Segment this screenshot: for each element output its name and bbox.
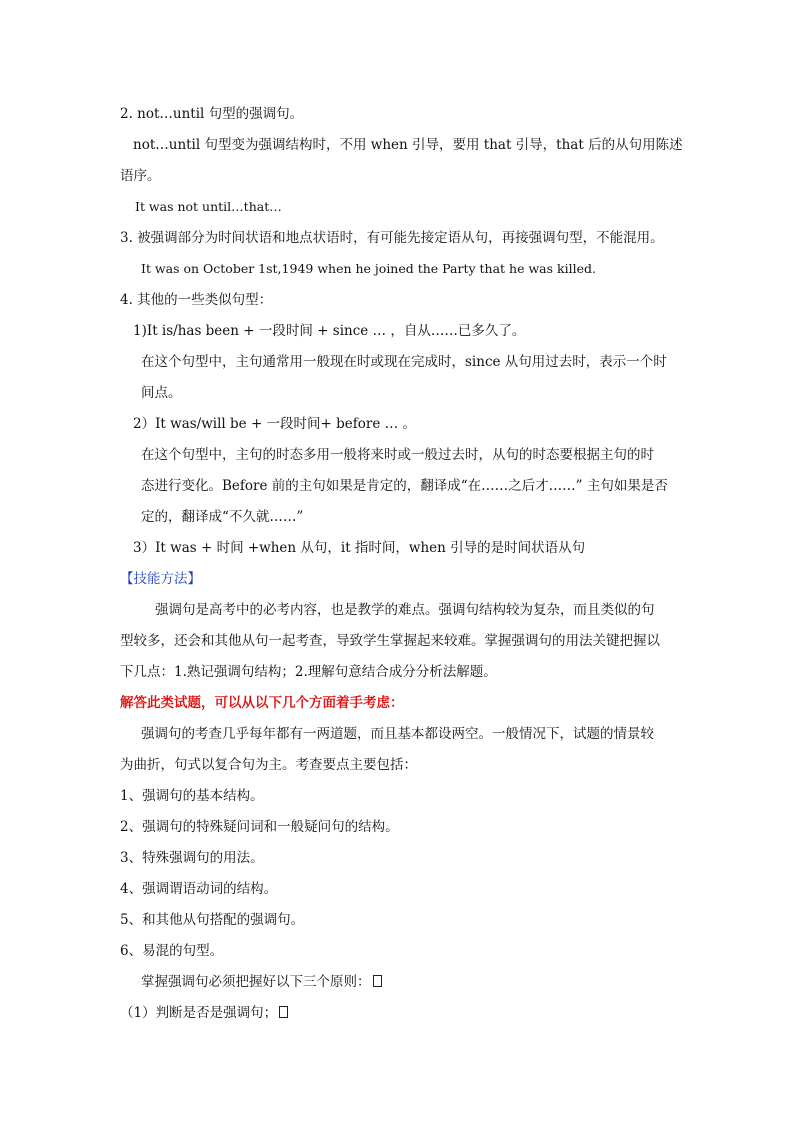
list-item <box>120 1003 288 1023</box>
paragraph-line <box>141 972 382 992</box>
paragraph-line: 定的，翻译成“不久就……” <box>141 509 304 525</box>
paragraph-line: 型较多，还会和其他从句一起考查，导致学生掌握起来较难。掌握强调句的用法关键把握以 <box>120 633 660 649</box>
judge-text: （1）判断是否是强调句； <box>120 1005 278 1021</box>
list-item: 3）It was + 时间 +when 从句，it 指时间，when 引导的是时间状语从句 <box>133 540 586 556</box>
section-heading-similar: 4. 其他的一些类似句型： <box>120 292 273 308</box>
paragraph-line: 语序。 <box>120 168 161 184</box>
principles-text: 掌握强调句必须把握好以下三个原则： <box>141 974 371 990</box>
missing-glyph-box-icon <box>279 1006 288 1018</box>
section-heading-not-until: 2. not…until 句型的强调句。 <box>120 106 304 122</box>
example-sentence: It was not until…that… <box>135 199 282 214</box>
missing-glyph-box-icon <box>373 975 382 987</box>
paragraph-line: 强调句是高考中的必考内容，也是教学的难点。强调句结构较为复杂，而且类似的句 <box>155 602 655 618</box>
paragraph-line: 在这个句型中，主句的时态多用一般将来时或一般过去时，从句的时态要根据主句的时 <box>141 447 654 463</box>
paragraph-line: 为曲折，句式以复合句为主。考查要点主要包括： <box>120 757 417 773</box>
paragraph-line: 间点。 <box>141 385 182 401</box>
list-item: 2、强调句的特殊疑问词和一般疑问句的结构。 <box>120 819 399 835</box>
paragraph-line: 在这个句型中，主句通常用一般现在时或现在完成时，since 从句用过去时，表示一个时 <box>141 354 667 370</box>
paragraph-line: 态进行变化。Before 前的主句如果是肯定的，翻译成“在……之后才……” 主句如果是否 <box>141 478 668 494</box>
list-item: 1、强调句的基本结构。 <box>120 788 264 804</box>
section-heading-time-place: 3. 被强调部分为时间状语和地点状语时，有可能先接定语从句，再接强调句型，不能混用。 <box>120 230 664 246</box>
paragraph-line: not…until 句型变为强调结构时，不用 when 引导，要用 that 引导，that 后的从句用陈述 <box>133 137 683 153</box>
list-item: 2）It was/will be + 一段时间+ before … 。 <box>133 416 416 432</box>
list-item: 1)It is/has been + 一段时间 + since … ，自从……已多久了。 <box>133 323 526 339</box>
skill-method-heading: 【技能方法】 <box>120 571 201 587</box>
list-item: 3、特殊强调句的用法。 <box>120 850 264 866</box>
list-item: 6、易混的句型。 <box>120 943 224 959</box>
list-item: 4、强调谓语动词的结构。 <box>120 881 278 897</box>
example-sentence: It was on October 1st,1949 when he joined the Party that he was killed. <box>141 261 596 276</box>
answer-approach-heading: 解答此类试题，可以从以下几个方面着手考虑： <box>120 695 404 711</box>
paragraph-line: 强调句的考查几乎每年都有一两道题，而且基本都设两空。一般情况下，试题的情景较 <box>141 726 654 742</box>
paragraph-line: 下几点：1.熟记强调句结构；2.理解句意结合成分分析法解题。 <box>120 664 497 680</box>
list-item: 5、和其他从句搭配的强调句。 <box>120 912 305 928</box>
